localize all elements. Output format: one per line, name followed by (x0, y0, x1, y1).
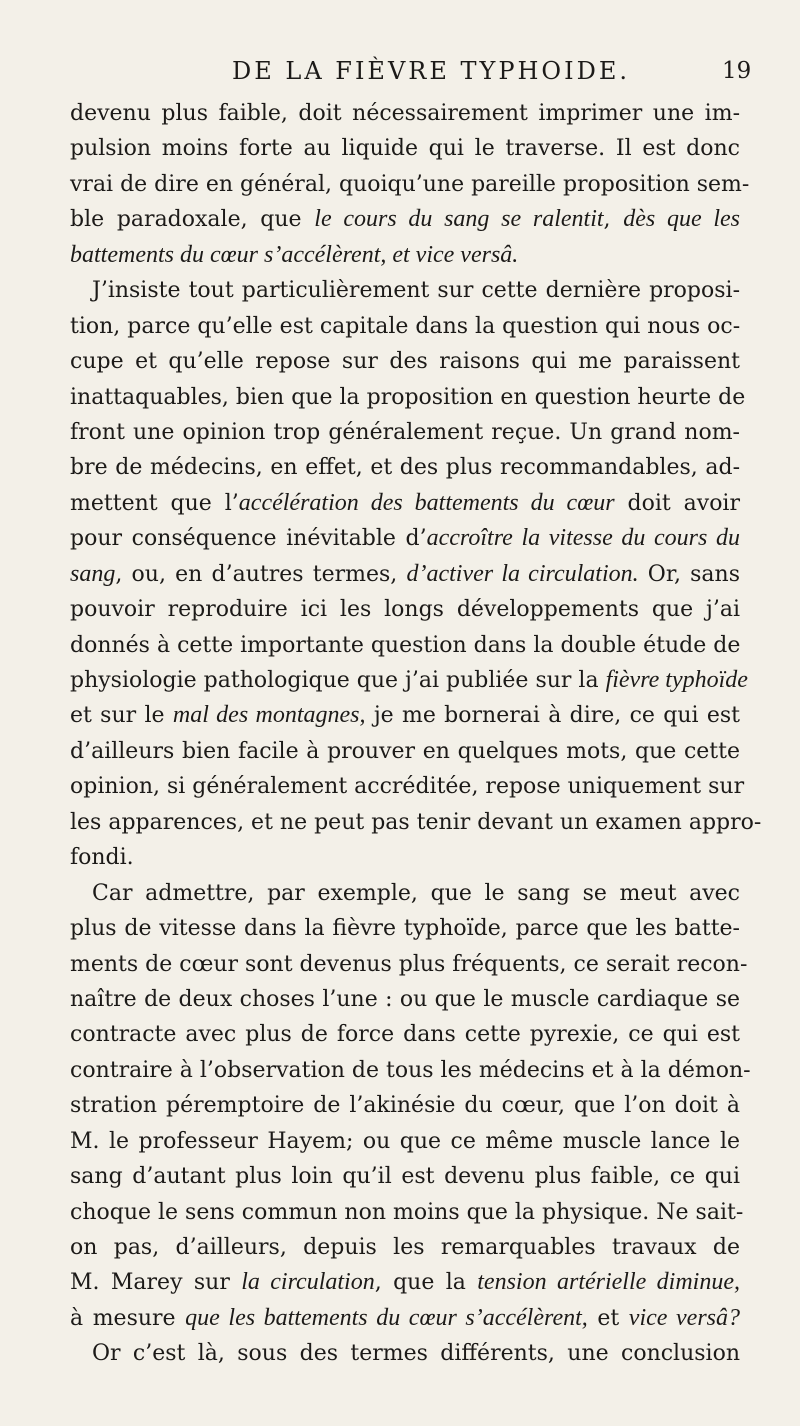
text-line (70, 1301, 740, 1336)
text-line (70, 840, 740, 875)
text-segment: opinion, si généralement accréditée, repose uniquement sur (70, 774, 745, 800)
running-head (0, 56, 800, 86)
text-segment: stration péremptoire de l’akinésie du cœur, que l’on doit à (70, 1093, 740, 1119)
text-line (70, 167, 750, 202)
text-segment: choque le sens commun non moins que la physique. Ne sait- (70, 1199, 744, 1225)
text-segment: Or c’est là, sous des termes différents, une conclusion (92, 1341, 740, 1367)
text-segment: pour conséquence inévitable d’ (70, 526, 427, 552)
text-segment: et sur le (70, 703, 173, 729)
italic-segment: sang (70, 560, 116, 587)
text-segment: physiologie pathologique que j’ai publiée sur la (70, 668, 606, 693)
italic-segment: dès que les (623, 206, 740, 233)
text-line (70, 1195, 744, 1230)
text-segment: bre de médecins, en effet, et des plus recommandables, ad- (70, 455, 740, 481)
text-segment: pouvoir reproduire ici les longs développements que j’ai (70, 597, 740, 623)
text-line (70, 1124, 740, 1159)
text-line (70, 1230, 740, 1265)
text-segment: les apparences, et ne peut pas tenir devant un examen appro- (70, 809, 762, 835)
text-segment: J’insiste tout particulièrement sur cette dernière proposi- (92, 278, 740, 304)
text-line (70, 309, 740, 344)
text-line (70, 947, 748, 982)
text-segment: je me bornerai à dire, ce qui est (365, 703, 741, 729)
page-number: 19 (722, 58, 752, 84)
text-line (70, 202, 740, 237)
italic-segment: mal des montagnes, (172, 702, 366, 729)
text-segment: inattaquables, bien que la proposition en question heurte de (70, 384, 746, 410)
text-line (70, 344, 740, 379)
italic-segment: d’activer la circulation. (406, 560, 639, 587)
text-line (70, 592, 740, 627)
running-title: DE LA FIÈVRE TYPHOIDE. (232, 57, 630, 85)
text-segment: , que la (374, 1270, 478, 1296)
text-segment: sang d’autant plus loin qu’il est devenu plus faible, ce qui (70, 1164, 740, 1190)
italic-segment: que les battements du cœur s’accélèrent, (185, 1304, 588, 1331)
text-line (70, 982, 740, 1017)
text-line (70, 769, 745, 804)
text-segment: d’ailleurs bien facile à prouver en quelques mots, que cette (70, 738, 740, 764)
text-line (70, 1336, 740, 1371)
text-line (70, 557, 740, 592)
text-segment: fondi. (70, 845, 134, 871)
text-segment: contraire à l’observation de tous les médecins et à la démon- (70, 1057, 751, 1083)
italic-segment: tension artérielle diminue, (477, 1269, 740, 1296)
text-line (70, 486, 740, 521)
italic-segment: accélération des battements du cœur (238, 489, 615, 516)
text-line (70, 1017, 740, 1052)
text-line (70, 131, 740, 166)
text-line (70, 734, 740, 769)
text-segment: Car admettre, par exemple, que le sang se meut avec (92, 880, 740, 906)
text-line (70, 1265, 740, 1300)
text-segment: tion, parce qu’elle est capitale dans la question qui nous oc- (70, 313, 741, 339)
text-segment: ments de cœur sont devenus plus fréquents, ce serait recon- (70, 951, 748, 977)
text-segment: et (587, 1305, 629, 1331)
text-line (70, 876, 740, 911)
text-line (70, 521, 740, 556)
text-segment: ble paradoxale, que (70, 207, 315, 233)
text-line (70, 698, 740, 733)
text-segment: on pas, d’ailleurs, depuis les remarquables travaux de (70, 1235, 740, 1260)
italic-segment: battements du cœur s’accélèrent, et vice versâ. (70, 241, 519, 268)
italic-segment: le cours du sang se ralentit (314, 206, 604, 233)
text-line (70, 415, 740, 450)
text-line (70, 273, 740, 308)
text-line (70, 1159, 740, 1194)
text-segment: plus de vitesse dans la fièvre typhoïde, parce que les batte- (70, 916, 740, 942)
italic-segment: la circulation (241, 1269, 375, 1296)
text-line (70, 238, 740, 273)
text-segment: , ou, en d’autres termes, (115, 561, 407, 587)
text-segment: front une opinion trop généralement reçue. Un grand nom- (70, 419, 740, 445)
text-line (70, 1088, 740, 1123)
text-line (70, 1053, 751, 1088)
text-segment: devenu plus faible, doit nécessairement imprimer une im- (70, 101, 740, 126)
text-segment: donnés à cette importante question dans la double étude de (70, 632, 741, 658)
text-segment: Or, sans (638, 561, 740, 587)
italic-segment: vice versâ? (628, 1304, 740, 1331)
text-segment: pulsion moins forte au liquide qui le traverse. Il est donc (70, 136, 740, 162)
text-line (70, 96, 740, 131)
italic-segment: accroître la vitesse du cours du (426, 525, 740, 552)
text-line (70, 805, 762, 840)
text-segment: contracte avec plus de force dans cette pyrexie, ce qui est (70, 1022, 740, 1048)
text-line (70, 450, 740, 485)
text-segment: cupe et qu’elle repose sur des raisons qui me paraissent (70, 349, 740, 375)
text-segment: M. Marey sur (70, 1270, 242, 1296)
text-segment: naître de deux choses l’une : ou que le muscle cardiaque se (70, 986, 740, 1012)
text-line (70, 380, 746, 415)
text-segment: vrai de dire en général, quoiqu’une pareille proposition sem- (70, 171, 750, 197)
text-segment: M. le professeur Hayem; ou que ce même muscle lance le (70, 1128, 740, 1154)
text-segment: , (603, 207, 624, 233)
body-text (70, 96, 762, 1372)
text-segment: à mesure (70, 1305, 186, 1331)
text-line (70, 911, 740, 946)
italic-segment: fièvre typhoïde (605, 667, 748, 693)
text-segment: doit avoir (614, 490, 740, 516)
text-segment: mettent que l’ (70, 490, 239, 516)
text-line (70, 628, 740, 663)
text-line (70, 663, 748, 698)
